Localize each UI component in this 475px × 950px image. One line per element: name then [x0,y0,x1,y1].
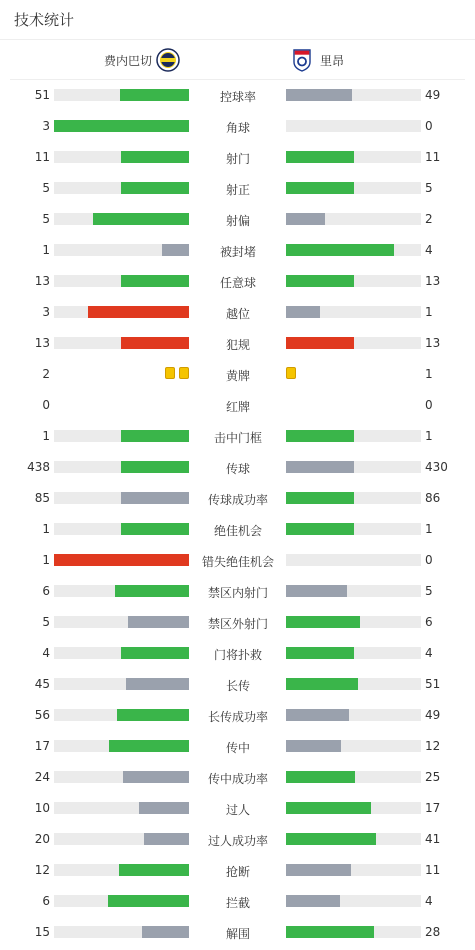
away-value: 1 [425,522,433,536]
stat-row [0,917,475,948]
stat-row [0,452,475,483]
away-value: 430 [425,460,448,474]
stat-name: 门将扑救 [213,648,262,662]
stat-name: 传球 [225,462,250,476]
home-bar-track [54,182,189,194]
away-bar-track [286,740,421,752]
stat-row [0,855,475,886]
yellow-card-icon [286,367,296,379]
stat-row [0,607,475,638]
home-bar-track [54,864,189,876]
home-bar-track [54,306,189,318]
away-bar-track [286,492,421,504]
away-bar-track [286,895,421,907]
away-value: 86 [425,491,441,505]
home-value: 5 [42,181,50,195]
away-bar-fill [286,89,352,101]
stat-name: 过人成功率 [207,834,268,848]
away-bar-fill [286,833,376,845]
home-bar-fill [109,740,189,752]
home-value: 45 [34,677,50,691]
away-bar-fill [286,771,355,783]
home-value: 10 [34,801,50,815]
stat-row [0,793,475,824]
home-bar-track [54,585,189,597]
stat-row [0,204,475,235]
home-value: 0 [42,398,50,412]
home-value: 15 [34,925,50,939]
home-value: 13 [34,274,50,288]
away-value: 11 [425,150,441,164]
away-bar-fill [286,895,340,907]
home-value: 1 [42,553,50,567]
away-bar-fill [286,275,354,287]
away-value: 5 [425,181,433,195]
away-value: 1 [425,305,433,319]
home-bar-fill [88,306,189,318]
stat-row [0,359,475,390]
away-bar-track [286,244,421,256]
home-value: 24 [34,770,50,784]
home-bar-track [54,709,189,721]
home-bar-fill [119,864,189,876]
away-bar-fill [286,244,394,256]
home-cards [165,367,189,379]
stat-row [0,514,475,545]
section-title: 技术统计 [14,11,75,29]
away-bar-fill [286,523,354,535]
away-bar-fill [286,709,349,721]
away-bar-track [286,89,421,101]
away-bar-fill [286,151,354,163]
home-bar-fill [126,678,189,690]
stat-name: 击中门框 [213,431,262,445]
away-bar-fill [286,802,371,814]
stat-row [0,328,475,359]
home-bar-track [54,244,189,256]
stat-name: 长传成功率 [207,710,268,724]
stat-row [0,421,475,452]
home-bar-track [54,678,189,690]
home-value: 6 [42,584,50,598]
away-bar-track [286,337,421,349]
away-bar-fill [286,213,325,225]
away-value: 4 [425,894,433,908]
home-bar-track [54,151,189,163]
home-bar-fill [93,213,189,225]
home-bar-track [54,616,189,628]
stat-name: 传中 [225,741,250,755]
away-bar-fill [286,182,354,194]
home-bar-fill [139,802,189,814]
away-team[interactable] [290,40,344,80]
away-bar-track [286,523,421,535]
home-bar-track [54,833,189,845]
away-bar-track [286,306,421,318]
away-value: 1 [425,429,433,443]
home-bar-track [54,926,189,938]
away-value: 4 [425,243,433,257]
stat-name: 被封堵 [219,245,256,259]
home-bar-fill [108,895,189,907]
stat-name: 越位 [225,307,250,321]
away-value: 0 [425,398,433,412]
stat-name: 犯规 [225,338,250,352]
yellow-card-icon [179,367,189,379]
home-bar-track [54,213,189,225]
away-bar-track [286,802,421,814]
home-bar-fill [54,120,189,132]
home-value: 11 [34,150,50,164]
home-value: 438 [27,460,50,474]
stat-name: 传球成功率 [207,493,268,507]
away-value: 13 [425,336,441,350]
stat-row [0,576,475,607]
away-value: 12 [425,739,441,753]
home-value: 56 [34,708,50,722]
home-bar-track [54,337,189,349]
stat-row [0,266,475,297]
away-value: 51 [425,677,441,691]
stat-name: 射偏 [225,214,250,228]
away-bar-track [286,585,421,597]
home-value: 12 [34,863,50,877]
stat-name: 禁区外射门 [207,617,268,631]
away-bar-fill [286,585,347,597]
away-value: 0 [425,119,433,133]
away-value: 25 [425,770,441,784]
home-bar-fill [121,430,189,442]
home-bar-fill [121,647,189,659]
home-value: 6 [42,894,50,908]
away-value: 28 [425,925,441,939]
away-bar-track [286,833,421,845]
home-bar-track [54,740,189,752]
home-bar-track [54,895,189,907]
stat-row [0,886,475,917]
home-value: 85 [34,491,50,505]
stat-name: 长传 [225,679,250,693]
fenerbahce-logo-icon [156,48,180,72]
home-value: 1 [42,429,50,443]
away-bar-track [286,461,421,473]
home-bar-fill [162,244,189,256]
away-bar-track [286,678,421,690]
home-value: 4 [42,646,50,660]
home-value: 1 [42,243,50,257]
home-bar-fill [128,616,189,628]
home-bar-track [54,523,189,535]
yellow-card-icon [165,367,175,379]
stat-name: 射门 [225,152,250,166]
home-bar-track [54,802,189,814]
away-value: 41 [425,832,441,846]
stat-row [0,762,475,793]
away-bar-track [286,275,421,287]
away-bar-track [286,864,421,876]
home-bar-fill [121,337,189,349]
stat-row [0,638,475,669]
away-value: 49 [425,88,441,102]
away-value: 17 [425,801,441,815]
away-value: 11 [425,863,441,877]
lyon-logo-icon [290,48,314,72]
away-bar-track [286,709,421,721]
stat-row [0,80,475,111]
away-cards [286,367,296,379]
away-bar-track [286,647,421,659]
stat-name: 射正 [225,183,250,197]
away-bar-fill [286,306,320,318]
home-bar-track [54,461,189,473]
home-bar-track [54,554,189,566]
home-bar-track [54,492,189,504]
home-value: 3 [42,119,50,133]
away-value: 5 [425,584,433,598]
home-value: 51 [34,88,50,102]
away-bar-fill [286,337,354,349]
away-bar-fill [286,678,358,690]
away-bar-track [286,182,421,194]
away-bar-fill [286,430,354,442]
stat-row [0,173,475,204]
home-team-name: 费内巴切 [103,53,152,68]
away-bar-fill [286,616,360,628]
home-bar-track [54,647,189,659]
away-value: 2 [425,212,433,226]
stat-name: 绝佳机会 [213,524,262,538]
stat-row [0,731,475,762]
home-bar-track [54,430,189,442]
home-value: 3 [42,305,50,319]
home-bar-fill [121,151,189,163]
stat-name: 抢断 [225,865,250,879]
home-bar-fill [121,492,189,504]
home-bar-fill [144,833,189,845]
away-bar-track [286,926,421,938]
home-bar-track [54,771,189,783]
stat-name: 传中成功率 [207,772,268,786]
home-bar-track [54,275,189,287]
stat-name: 解围 [225,927,250,941]
away-bar-fill [286,492,354,504]
away-value: 4 [425,646,433,660]
stat-name: 错失绝佳机会 [201,555,274,569]
home-bar-fill [121,182,189,194]
away-value: 0 [425,553,433,567]
home-bar-fill [115,585,189,597]
teams-header [10,40,465,80]
section-header [0,0,475,40]
away-bar-fill [286,864,351,876]
stat-name: 过人 [225,803,250,817]
stat-row [0,669,475,700]
stat-name: 黄牌 [225,369,250,383]
away-value: 1 [425,367,433,381]
stat-name: 控球率 [219,90,256,104]
away-bar-track [286,554,421,566]
away-value: 49 [425,708,441,722]
stat-name: 任意球 [219,276,256,290]
away-bar-track [286,151,421,163]
away-value: 6 [425,615,433,629]
home-bar-track [54,89,189,101]
home-bar-fill [120,89,189,101]
home-bar-fill [121,461,189,473]
stat-name: 红牌 [225,400,250,414]
stat-row [0,390,475,421]
stat-row [0,700,475,731]
stat-row [0,297,475,328]
home-value: 20 [34,832,50,846]
away-bar-fill [286,647,354,659]
home-value: 13 [34,336,50,350]
away-bar-fill [286,740,341,752]
home-value: 1 [42,522,50,536]
home-bar-fill [121,275,189,287]
away-bar-track [286,430,421,442]
home-value: 17 [34,739,50,753]
home-value: 2 [42,367,50,381]
stat-name: 角球 [225,121,250,135]
away-bar-track [286,120,421,132]
home-value: 5 [42,615,50,629]
away-team-name: 里昂 [320,53,345,68]
stat-name: 拦截 [225,896,250,910]
home-bar-fill [117,709,189,721]
home-bar-fill [121,523,189,535]
home-team[interactable] [104,40,180,80]
stat-row [0,235,475,266]
stat-row [0,545,475,576]
away-bar-fill [286,926,374,938]
stat-name: 禁区内射门 [207,586,268,600]
stat-row [0,824,475,855]
home-bar-fill [142,926,189,938]
stat-row [0,142,475,173]
away-value: 13 [425,274,441,288]
away-bar-track [286,213,421,225]
away-bar-fill [286,461,354,473]
home-bar-fill [54,554,189,566]
away-bar-track [286,616,421,628]
stat-row [0,483,475,514]
stat-row [0,111,475,142]
home-bar-track [54,120,189,132]
home-bar-fill [123,771,189,783]
away-bar-track [286,771,421,783]
home-value: 5 [42,212,50,226]
